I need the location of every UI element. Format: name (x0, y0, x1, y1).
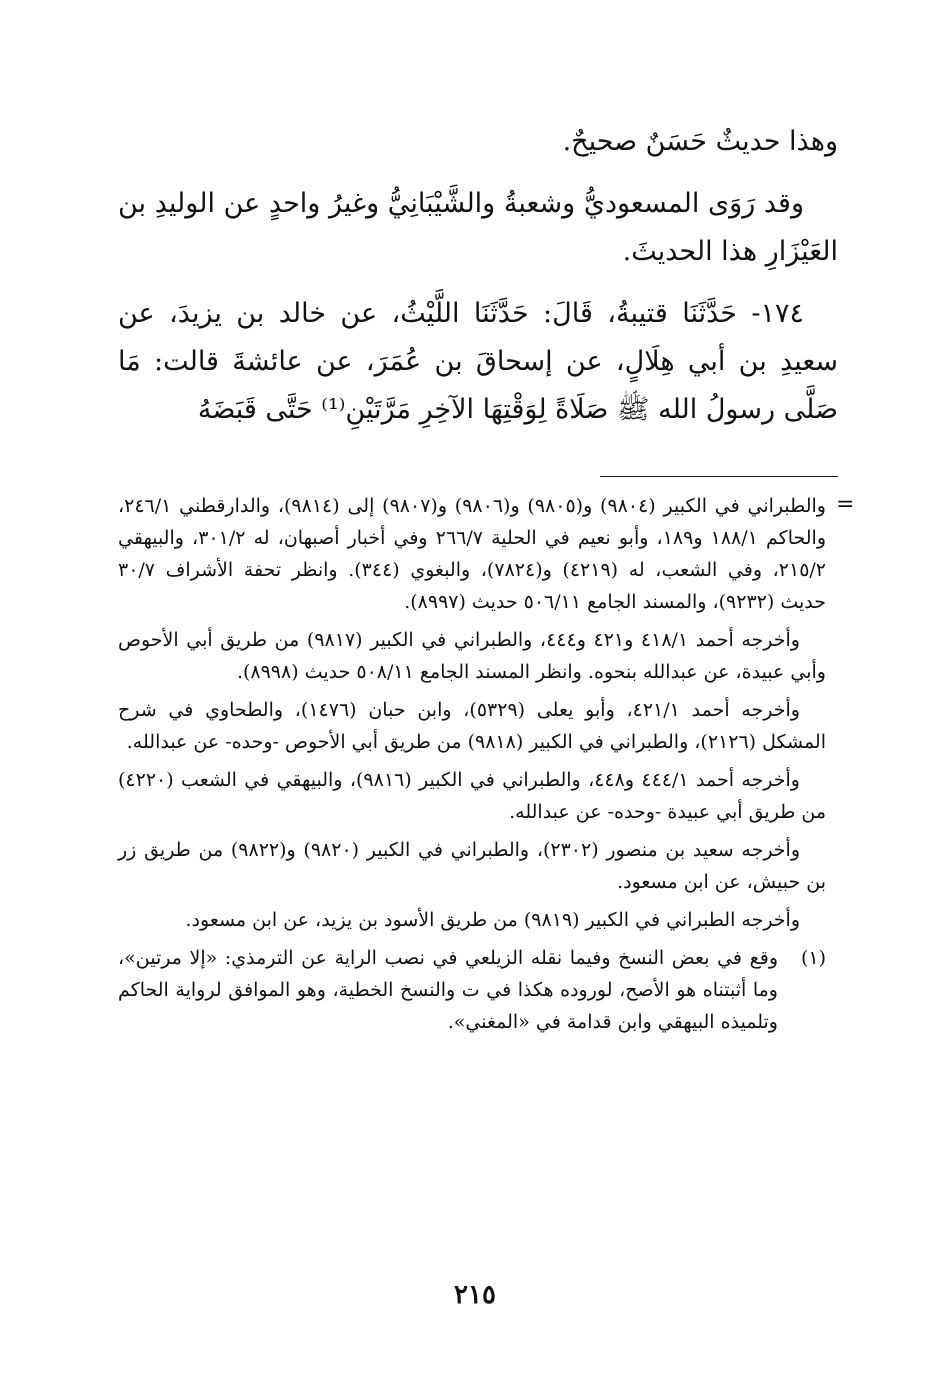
main-paragraph-2: وقد رَوَى المسعوديُّ وشعبةُ والشَّيْبَانِيُّ وغيرُ واحدٍ عن الوليدِ بن العَيْزَارِ هذا الحديثَ. (118, 188, 838, 267)
footnote-paragraph-6: وأخرجه الطبراني في الكبير (٩٨١٩) من طريق الأسود بن يزيد، عن ابن مسعود. (185, 909, 800, 931)
footnote-1-number: (١) (800, 947, 826, 969)
footnote-separator (600, 476, 838, 477)
footnote-paragraph-1: والطبراني في الكبير (٩٨٠٤) و(٩٨٠٥) و(٩٨٠٦) و(٩٨٠٧) إلى (٩٨١٤)، والدارقطني ٢٤٦/١، والحاكم ١٨٨/١ و١٨٩، وأبو نعيم في الحلية ٢٦٦/٧ وفي أخبار أصبهان، له ٣٠١/٢، والبيهقي ٢١٥/٢، وفي الشعب، له (٤٢١٩) و(٧٨٢٤)، والبغوي (٣٤٤). وانظر تحفة الأشراف ٣٠/٧ حديث (٩٢٣٢)، والمسند الجامع ٥٠٦/١١ حديث (٨٩٩٧). (118, 495, 827, 613)
footnotes (118, 490, 826, 1044)
footnote-1 (118, 942, 826, 1038)
footnote-paragraph-3: وأخرجه أحمد ٤٢١/١، وأبو يعلى (٥٣٢٩)، وابن حبان (١٤٧٦)، والطحاوي في شرح المشكل (٢١٢٦)، والطبراني في الكبير (٩٨١٨) من طريق أبي الأحوص -وحده- عن عبدالله. (118, 699, 826, 753)
main-paragraph-1: وهذا حديثٌ حَسَنٌ صحيحٌ. (562, 126, 838, 157)
hadith-174: ١٧٤- حَدَّثَنَا قتيبةُ، قَالَ: حَدَّثَنَا اللَّيْثُ، عن خالد بن يزيدَ، عن سعيدِ بن أبي هِلَالٍ، عن إسحاقَ بن عُمَرَ، عن عائشةَ قالت: مَا صَلَّى رسولُ الله ﷺ صَلَاةً لِوَقْتِهَا الآخِرِ مَرَّتَيْنِ⁽¹⁾ حَتَّى قَبَضَهُ (118, 298, 838, 425)
footnote-paragraph-4: وأخرجه أحمد ٤٤٤/١ و٤٤٨، والطبراني في الكبير (٩٨١٦)، والبيهقي في الشعب (٤٢٢٠) من طريق أبي عبيدة -وحده- عن عبدالله. (118, 769, 826, 823)
footnote-paragraph-2: وأخرجه أحمد ٤١٨/١ و٤٢١ و٤٤٤، والطبراني في الكبير (٩٨١٧) من طريق أبي الأحوص وأبي عبيدة، عن عبدالله بنحوه. وانظر المسند الجامع ٥٠٨/١١ حديث (٨٩٩٨). (118, 629, 826, 683)
page-number: ٢١٥ (454, 1280, 496, 1310)
footnote-1-text: وقع في بعض النسخ وفيما نقله الزيلعي في نصب الراية عن الترمذي: «إلا مرتين»، وما أثبتناه هو الأصح، لوروده هكذا في ت والنسخ الخطية، وهو الموافق لرواية الحاكم وتلميذه البيهقي وابن قدامة في «المغني». (118, 947, 778, 1033)
main-text (118, 118, 838, 434)
footnote-paragraph-5: وأخرجه سعيد بن منصور (٢٣٠٢)، والطبراني في الكبير (٩٨٢٠) و(٩٨٢٢) من طريق زر بن حبيش، عن ابن مسعود. (118, 839, 826, 893)
continuation-mark: = (836, 492, 855, 517)
